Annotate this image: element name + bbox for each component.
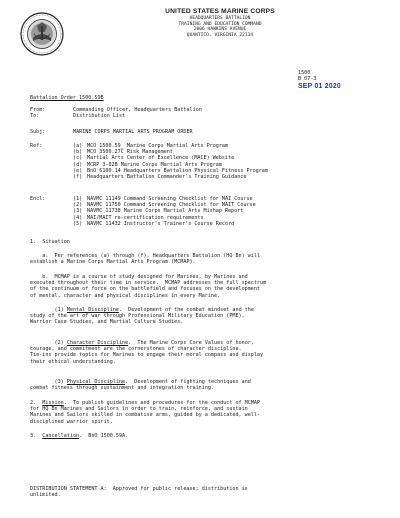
situation-heading: 1. Situation [30, 239, 70, 245]
letterhead-line: 2006 HAWKINS AVENUE [193, 27, 247, 33]
enclosure-item: (3) NAVMC 11738 Marine Corps Martial Arts Mishap Report [73, 208, 244, 215]
paragraph-mental-discipline: (1) Mental Discipline. Development of the combat mindset and the study of the art of war through Professional Military Education (PME), Warrior Case Studies, and Martial Culture Studies. [30, 307, 254, 326]
reference-item: (f) Headquarters Battalion Commander's Training Guidance [73, 174, 247, 181]
letterhead-line: TRAINING AND EDUCATION COMMAND [178, 21, 262, 27]
enclosure-item: (1) NAVMC 11149 Command Screening Checklist for MAI Course [73, 196, 253, 202]
letterhead [120, 8, 320, 38]
paragraph-cancellation: 3. Cancellation. BnO 1500.59A. [30, 433, 129, 439]
reference-item: (d) MCRP 3-02B Marine Corps Martial Arts Program [73, 161, 222, 168]
references-block [30, 143, 375, 180]
to-value: Distribution List [73, 113, 126, 120]
enclosure-item: (5) NAVMC 11432 Instructor's Trainer's Course Record [73, 220, 235, 227]
from-to-block [30, 107, 375, 119]
physical-discipline-title: Physical Discipline [66, 379, 126, 385]
subject-label: Subj: [30, 129, 46, 135]
reference-item: (c) Martial Arts Center of Excellence (MACE) Website [73, 155, 235, 162]
paragraph-character-discipline: (2) Character Discipline. The Marine Corps Core Values of honor, courage, and commitment are the cornerstones of character discipline. Tie-ins provide topics for Marines to engage their moral compass and display their ethical understanding. [30, 340, 264, 365]
enclosures-block [30, 196, 375, 227]
to-row [30, 113, 375, 119]
office-code: B 07-3 [298, 76, 317, 83]
character-discipline-title: Character Discipline [66, 340, 129, 346]
from-value: Commanding Officer, Headquarters Battalion [73, 107, 202, 113]
references-label: Ref: [30, 143, 43, 149]
reference-item: (b) MCO 3500.27C Risk Management [73, 149, 173, 156]
subject-block [30, 129, 375, 135]
cancellation-title: Cancellation [42, 433, 80, 439]
from-label: From: [30, 107, 46, 113]
letterhead-organization: UNITED STATES MARINE CORPS [165, 8, 275, 15]
mental-discipline-title: Mental Discipline [66, 307, 119, 313]
letterhead-line: QUANTICO, VIRGINIA 22134 [186, 32, 254, 38]
distribution-statement: DISTRIBUTION STATEMENT A: Approved for public release; distribution is unlimited. [30, 486, 248, 499]
paragraph-physical-discipline: (3) Physical Discipline. Development of fighting techniques and combat fitness through sustainment and integration training. [30, 379, 251, 392]
enclosures-label: Encl: [30, 196, 46, 202]
mission-title: Mission [42, 400, 64, 406]
to-label: To: [30, 113, 40, 120]
enclosure-item: (2) NAVMC 11750 Command Screening Checklist for MAIT Course [73, 202, 256, 209]
order-title: Battalion Order 1500.59B [30, 95, 104, 101]
reference-item: (a) MCO 1500.59_ Marine Corps Martial Arts Program [73, 143, 229, 149]
paragraph-1a: a. Per references (a) through (f), Headquarters Battalion (HQ Bn) will establish a Marine Corps Martial Arts Program (MCMAP). [30, 253, 261, 266]
department-seal-icon [20, 12, 64, 56]
ssic-code: 1500 [298, 70, 311, 76]
enclosure-item: (4) MAI/MAIT re-certification requirements [73, 214, 204, 221]
letterhead-line: HEADQUARTERS BATTALION [189, 16, 251, 21]
ssic-block [298, 70, 368, 90]
paragraph-mission: 2. Mission. To publish guidelines and procedures for the conduct of MCMAP for HQ Bn Marines and Sailors in order to train, reinforce, and sustain Marines and Sailors skilled in combative arms, guided by a dedicated, well- disciplined warrior spirit. [30, 400, 261, 425]
subject-value: MARINE CORPS MARTIAL ARTS PROGRAM ORDER [73, 129, 193, 135]
date-stamp: SEP 01 2020 [298, 81, 341, 91]
reference-item: (e) BnO 6100.14 Headquarters Battalion Physical Fitness Program [73, 167, 268, 174]
paragraph-1b: b. MCMAP is a course of study designed for Marines, by Marines and executed throughout their time in service. MCMAP addresses the full spectrum of the continuum of force on the battlefield and focuses on the development of mental, character and physical disciplines in every Marine. [30, 274, 267, 299]
